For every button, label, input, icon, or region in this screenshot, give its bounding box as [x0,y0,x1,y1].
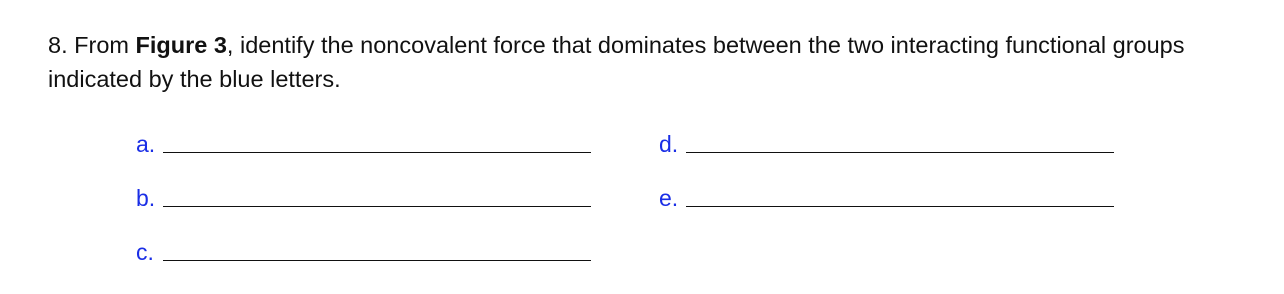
question-lead: From [67,32,136,58]
answer-letter-b: b. [136,185,156,211]
answer-letter-e: e. [659,185,679,211]
answer-letter-a: a. [136,131,156,157]
question-text [48,28,1263,96]
answer-blank-a[interactable] [163,152,591,153]
answer-letter-d: d. [659,131,679,157]
question-body: , identify the noncovalent force that dominates between the two interacting functional groups indicated by the blue letters. [48,32,1185,92]
answer-blank-d[interactable] [686,152,1114,153]
answer-blank-c[interactable] [163,260,591,261]
answer-blank-b[interactable] [163,206,591,207]
answer-blank-e[interactable] [686,206,1114,207]
figure-reference: Figure 3 [135,32,227,58]
question-number: 8. [48,32,68,58]
answer-letter-c: c. [136,239,154,265]
